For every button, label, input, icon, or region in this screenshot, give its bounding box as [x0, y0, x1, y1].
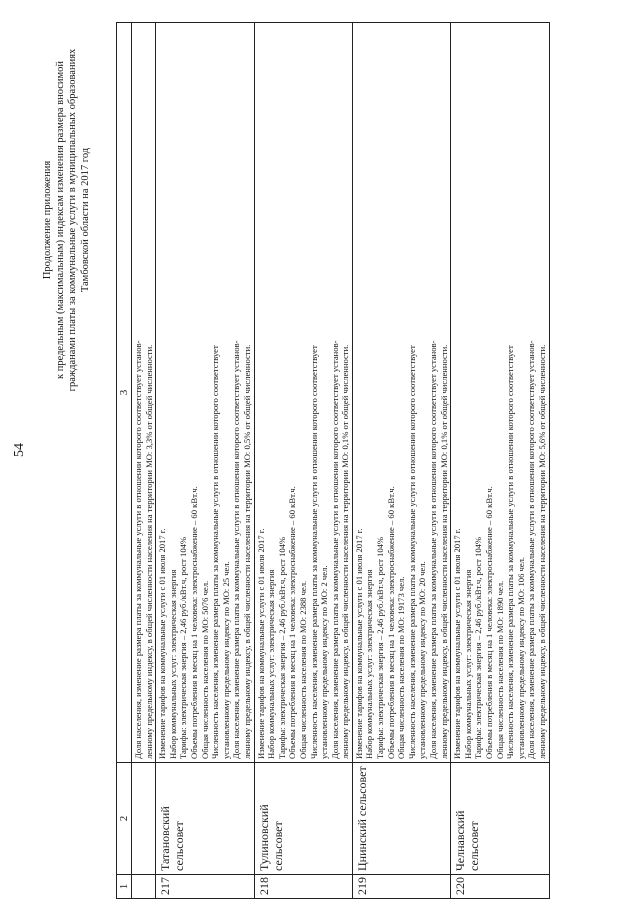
municipality-name-cell: Татановский сельсовет: [156, 763, 254, 875]
table-row: [451, 23, 549, 899]
tariff-index-table: [116, 22, 550, 899]
description-line: Объемы потребления в месяц на 1 человека: электроснабжение – 60 кВт.ч.: [484, 486, 494, 759]
description-line: Численность населения, изменение размера платы за коммунальные услуги в отношении которого соответствует: [210, 345, 221, 759]
municipality-name-cell: Цнинский сельсовет: [352, 763, 450, 875]
description-line: Объемы потребления в месяц на 1 человека: электроснабжение – 60 кВт.ч.: [287, 486, 298, 759]
description-line: Изменение тарифов на коммунальные услуги с 01 июля 2017 г.: [255, 528, 266, 759]
description-line: Доля населения, изменение размера платы за коммунальные услуги в отношении которого соответствует установ-: [428, 340, 439, 759]
description-line: Доля населения, изменение размера платы за коммунальные услуги в отношении которого соответствует установ-: [329, 340, 340, 759]
row-number-cell: [132, 875, 156, 899]
description-line: Доля населения, изменение размера платы за коммунальные услуги в отношении которого соответствует установ-: [133, 340, 143, 759]
description-line: Изменение тарифов на коммунальные услуги с 01 июля 2017 г.: [452, 528, 463, 759]
description-line: установленному предельному индексу по МО: 2 чел.: [319, 565, 330, 759]
municipality-name-cell: Тулиновский сельсовет: [254, 763, 352, 875]
description-line: Изменение тарифов на коммунальные услуги с 01 июля 2017 г.: [353, 528, 364, 759]
column-header: 2: [117, 763, 132, 875]
row-number-cell: 218: [254, 875, 352, 899]
description-line: ленному предельному индексу, в общей численности населения на территории МО: 0,1% от общей численности.: [438, 344, 449, 759]
municipality-name-cell: [132, 763, 156, 875]
description-line: Набор коммунальных услуг: электрическая энергия: [364, 569, 375, 759]
description-line: Численность населения, изменение размера платы за коммунальные услуги в отношении которого соответствует: [505, 345, 516, 759]
description-line: Набор коммунальных услуг: электрическая энергия: [167, 569, 178, 759]
description-line: ленному предельному индексу, в общей численности населения на территории МО: 3,3% от общей численности.: [143, 344, 154, 759]
description-line: Доля населения, изменение размера платы за коммунальные услуги в отношении которого соответствует установ-: [526, 340, 537, 759]
description-line: Доля населения, изменение размера платы за коммунальные услуги в отношении которого соответствует установ-: [231, 340, 242, 759]
description-line: Численность населения, изменение размера платы за коммунальные услуги в отношении которого соответствует: [406, 345, 417, 759]
description-line: Объемы потребления в месяц на 1 человека: электроснабжение – 60 кВт.ч.: [385, 486, 396, 759]
table-header-row: [117, 23, 132, 899]
column-header: 1: [117, 875, 132, 899]
description-line: ленному предельному индексу, в общей численности населения на территории МО: 5,6% от общей численности.: [536, 344, 547, 759]
description-line: Тарифы: электрическая энергия – 2,46 руб./кВт.ч, рост 104%: [276, 536, 287, 759]
heading-line: к предельным (максимальным) индексам изменения размера вносимой: [54, 60, 66, 380]
description-cell: [254, 23, 352, 763]
description-line: Тарифы: электрическая энергия – 2,46 руб./кВт.ч, рост 104%: [178, 536, 189, 759]
description-cell: [352, 23, 450, 763]
description-line: Общая численность населения по МО: 5076 чел.: [199, 580, 210, 759]
description-line: установленному предельному индексу по МО: 20 чел.: [417, 561, 428, 759]
description-cell: [451, 23, 549, 763]
description-cell: [156, 23, 254, 763]
description-line: Набор коммунальных услуг: электрическая энергия: [266, 569, 277, 759]
description-line: ленному предельному индексу, в общей численности населения на территории МО: 0,5% от общей численности.: [241, 344, 252, 759]
heading-line: гражданами платы за коммунальные услуги в муниципальных образованиях: [67, 48, 78, 392]
description-line: Набор коммунальных услуг: электрическая энергия: [462, 569, 473, 759]
description-line: установленному предельному индексу по МО: 25 чел.: [220, 561, 231, 759]
heading-line: Продолжение приложения: [42, 160, 53, 280]
municipality-name-cell: Челнавский сельсовет: [451, 763, 549, 875]
description-line: Общая численность населения по МО: 1890 чел.: [494, 580, 505, 759]
table-row: [352, 23, 450, 899]
description-line: Общая численность населения по МО: 19173 чел.: [396, 576, 407, 759]
description-line: Тарифы: электрическая энергия – 2,46 руб./кВт.ч, рост 104%: [375, 536, 386, 759]
description-cell: [132, 23, 156, 763]
row-number-cell: 219: [352, 875, 450, 899]
page-number: 54: [12, 443, 27, 457]
column-header: 3: [117, 23, 132, 763]
description-line: Численность населения, изменение размера платы за коммунальные услуги в отношении которого соответствует: [308, 345, 319, 759]
description-line: ленному предельному индексу, в общей численности населения на территории МО: 0,1% от общей численности.: [340, 344, 351, 759]
row-number-cell: 217: [156, 875, 254, 899]
table-row: [254, 23, 352, 899]
heading-line: Тамбовской области на 2017 год: [79, 147, 91, 293]
row-number-cell: 220: [451, 875, 549, 899]
table-row-continuation: [132, 23, 156, 899]
description-line: Общая численность населения по МО: 2388 чел.: [297, 580, 308, 759]
description-line: Объемы потребления в месяц на 1 человека: электроснабжение – 60 кВт.ч.: [188, 486, 199, 759]
description-line: Тарифы: электрическая энергия – 2,46 руб./кВт.ч, рост 104%: [473, 536, 484, 759]
description-line: установленному предельному индексу по МО: 106 чел.: [515, 556, 526, 759]
description-line: Изменение тарифов на коммунальные услуги с 01 июля 2017 г.: [157, 528, 168, 759]
document-heading: [42, 15, 92, 425]
table-row: [156, 23, 254, 899]
